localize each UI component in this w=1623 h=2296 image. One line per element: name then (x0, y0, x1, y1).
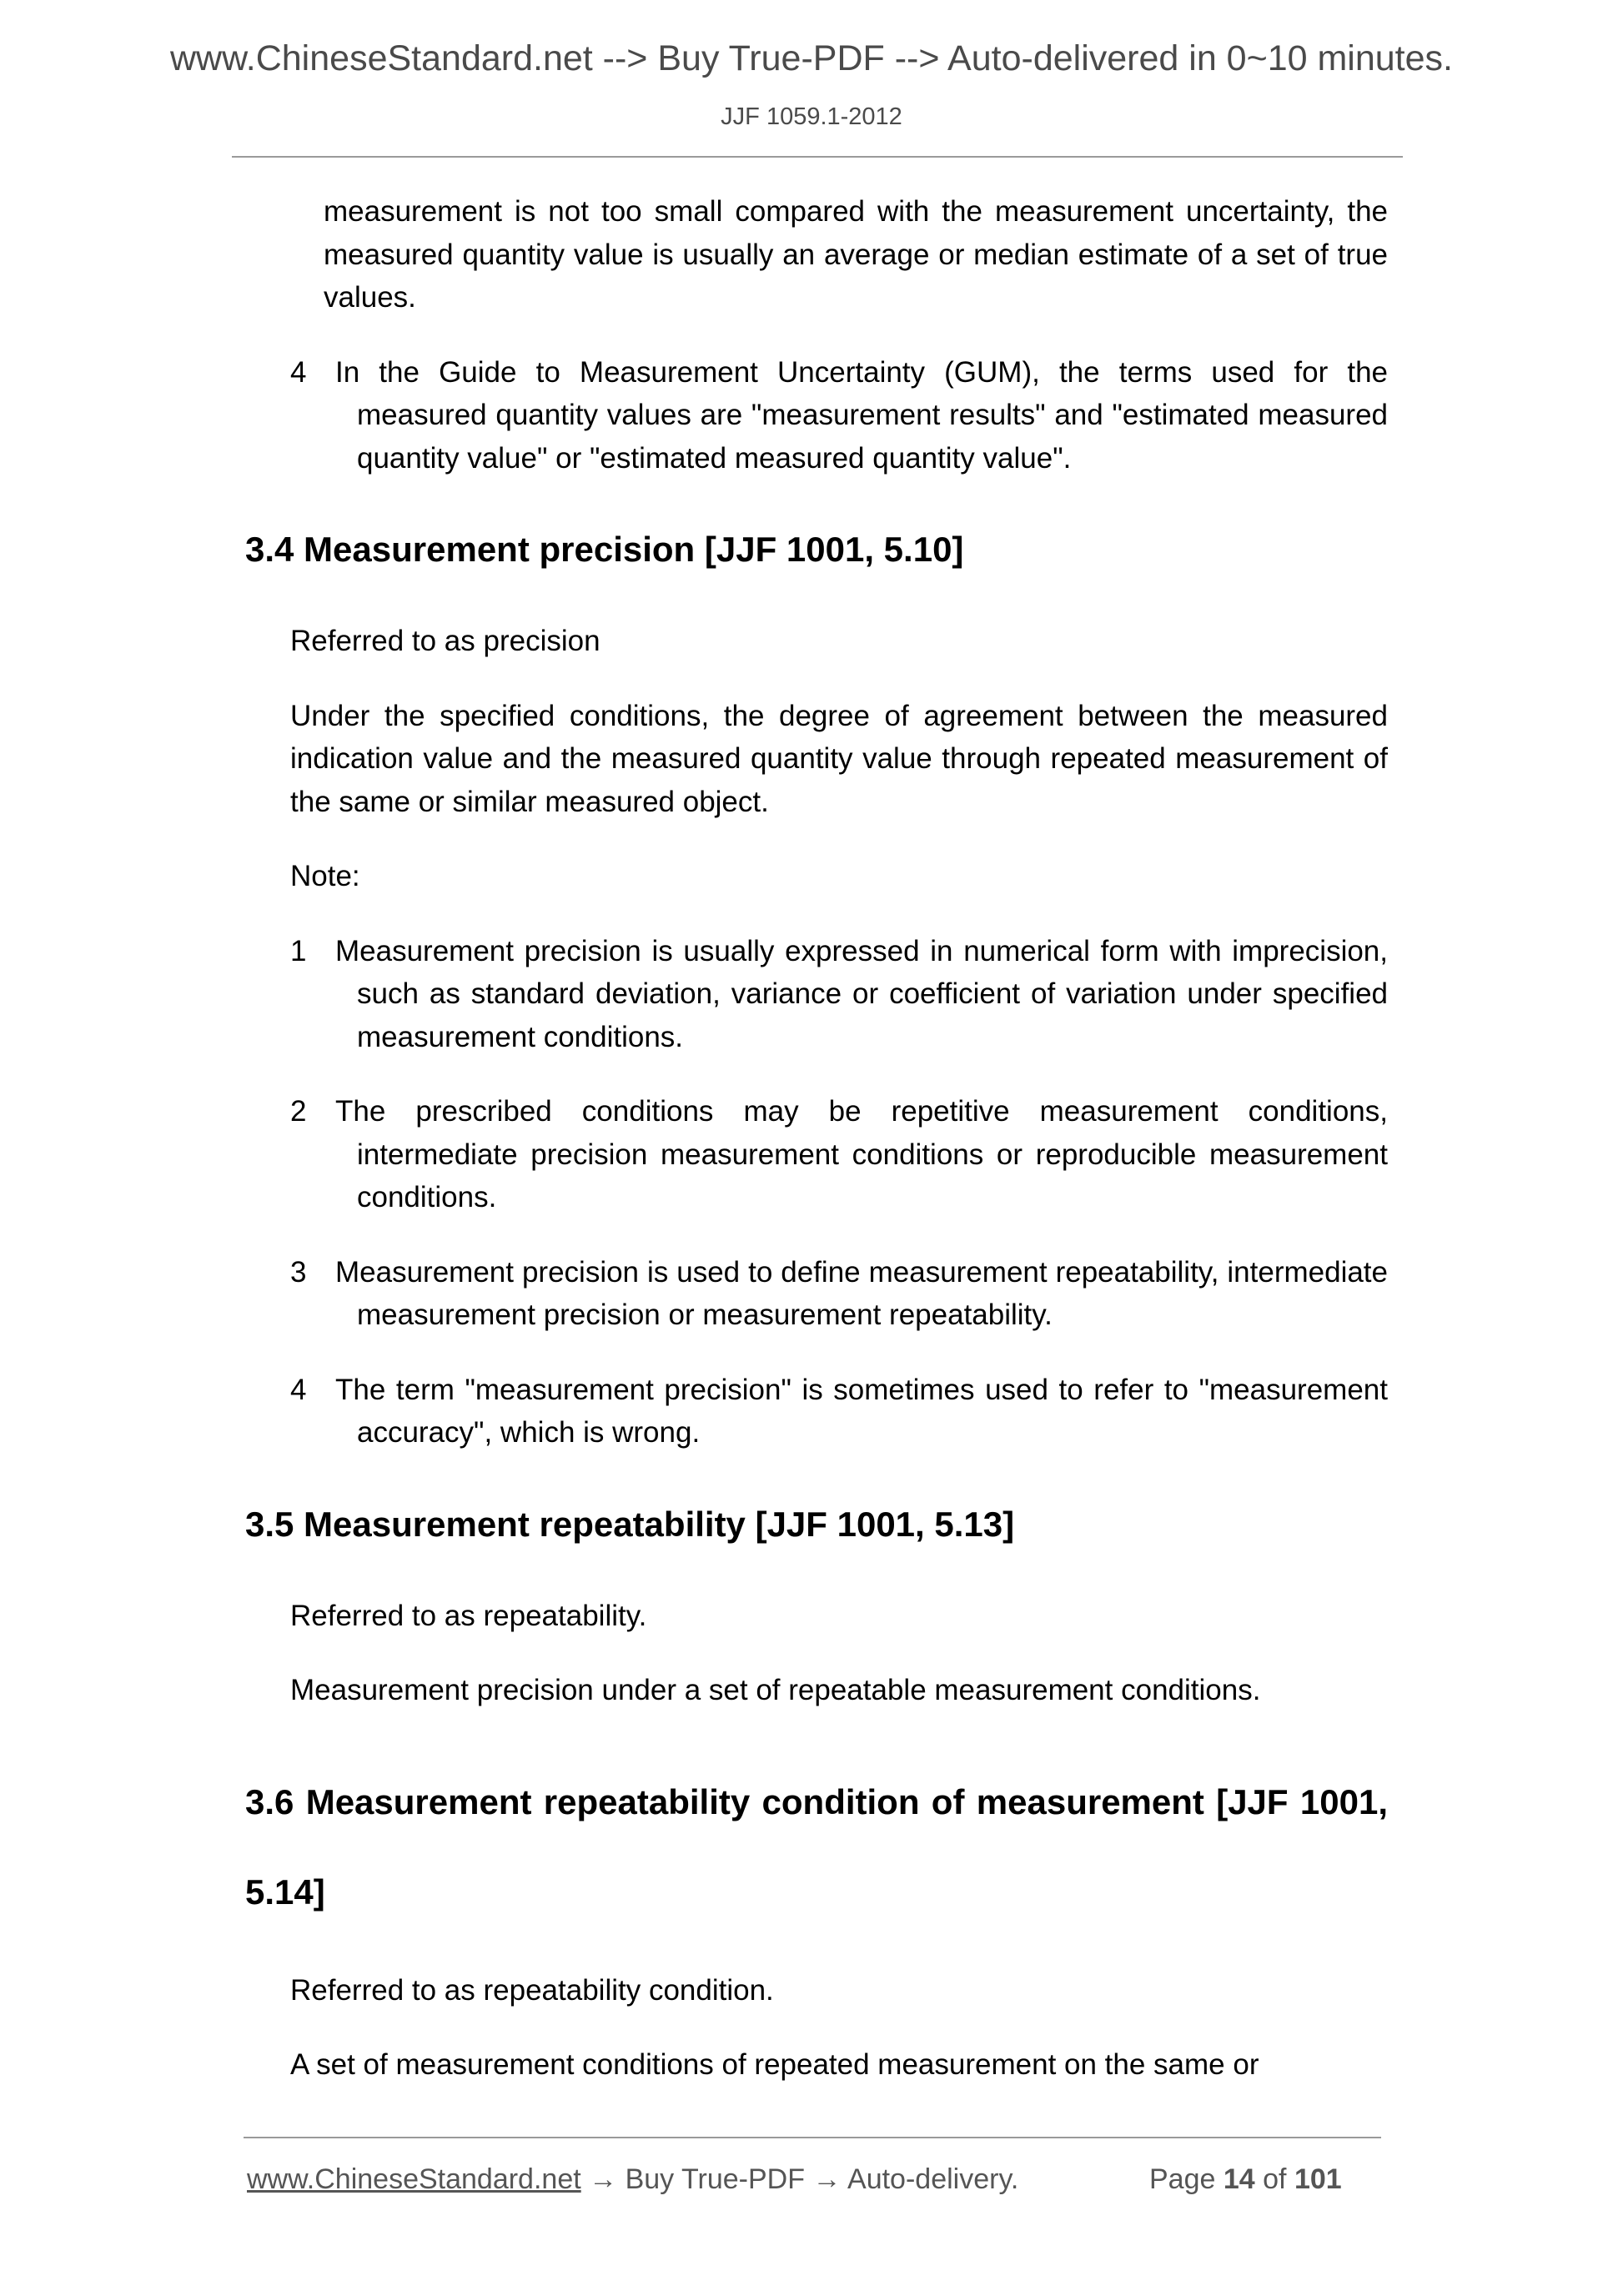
arrow-right-icon: → (589, 2163, 618, 2195)
document-code: JJF 1059.1-2012 (721, 103, 902, 130)
note-label: Note: (290, 860, 360, 892)
page-content (245, 190, 1388, 2087)
page-indicator (1149, 2160, 1342, 2198)
page-label: Page (1149, 2163, 1216, 2195)
top-banner: www.ChineseStandard.net --> Buy True-PDF --> Auto-delivered in 0~10 minutes. (169, 38, 1453, 78)
note-text: Measurement precision is used to define measurement repeatability, intermediate measurement precision or measurement repeatability. (335, 1255, 1388, 1331)
section-definition: A set of measurement conditions of repeated measurement on the same or (290, 2048, 1259, 2081)
note-item: 3 Measurement precision is used to define measurement repeatability, intermediate measurement precision or measurement repeatability. (290, 1255, 1388, 1331)
note-text: The prescribed conditions may be repetitive measurement conditions, intermediate precision measurement conditions or reproducible measurement conditions. (335, 1095, 1388, 1213)
section-definition: Under the specified conditions, the degree of agreement between the measured indication value and the measured quantity value through repeated measurement of the same or similar measured object. (290, 699, 1388, 818)
buy-text: Buy True-PDF (625, 2163, 805, 2195)
note-item: 4 The term "measurement precision" is sometimes used to refer to "measurement accuracy", which is wrong. (290, 1373, 1388, 1449)
section-alias: Referred to as repeatability condition. (290, 1973, 774, 2007)
section-definition: Measurement precision under a set of repeatable measurement conditions. (290, 1674, 1261, 1706)
page-total: 101 (1294, 2163, 1342, 2195)
of-label: of (1263, 2163, 1287, 2195)
note-item: 2 The prescribed conditions may be repetitive measurement conditions, intermediate precision measurement conditions or reproducible measurement conditions. (290, 1095, 1388, 1213)
site-link[interactable]: www.ChineseStandard.net (247, 2163, 581, 2195)
page-current: 14 (1223, 2163, 1255, 2195)
footer-divider (244, 2137, 1381, 2138)
arrow-right-icon: → (812, 2163, 842, 2195)
section-heading-3-6: 3.6 Measurement repeatability condition of measurement [JJF 1001, 5.14] (245, 1781, 1388, 1912)
auto-delivery-text: Auto-delivery. (847, 2163, 1019, 2195)
section-heading-3-4: 3.4 Measurement precision [JJF 1001, 5.10] (245, 530, 964, 569)
section-alias: Referred to as precision (290, 625, 600, 657)
note-text: The term "measurement precision" is sometimes used to refer to "measurement accuracy", which is wrong. (335, 1373, 1388, 1449)
note-text: Measurement precision is usually expressed in numerical form with imprecision, such as standard deviation, variance or coefficient of variation under specified measurement conditions. (335, 934, 1388, 1053)
note-text: In the Guide to Measurement Uncertainty (GUM), the terms used for the measured quantity values are "measurement results" and "estimated measured quantity value" or "estimated measured quantity value". (335, 355, 1388, 475)
section-alias: Referred to as repeatability. (290, 1599, 647, 1632)
continued-note-4: 4 In the Guide to Measurement Uncertainty (GUM), the terms used for the measured quantity values are "measurement results" and "estimated measured quantity value" or "estimated measured quantity value". (290, 355, 1388, 475)
section-heading-3-5: 3.5 Measurement repeatability [JJF 1001, 5.13] (245, 1504, 1015, 1544)
footer (247, 2160, 1381, 2198)
note-item: 1 Measurement precision is usually expressed in numerical form with imprecision, such as standard deviation, variance or coefficient of variation under specified measurement conditions. (290, 934, 1388, 1053)
continued-note-text: measurement is not too small compared with the measurement uncertainty, the measured quantity value is usually an average or median estimate of a set of true values. (324, 195, 1388, 314)
header-divider (232, 156, 1403, 158)
